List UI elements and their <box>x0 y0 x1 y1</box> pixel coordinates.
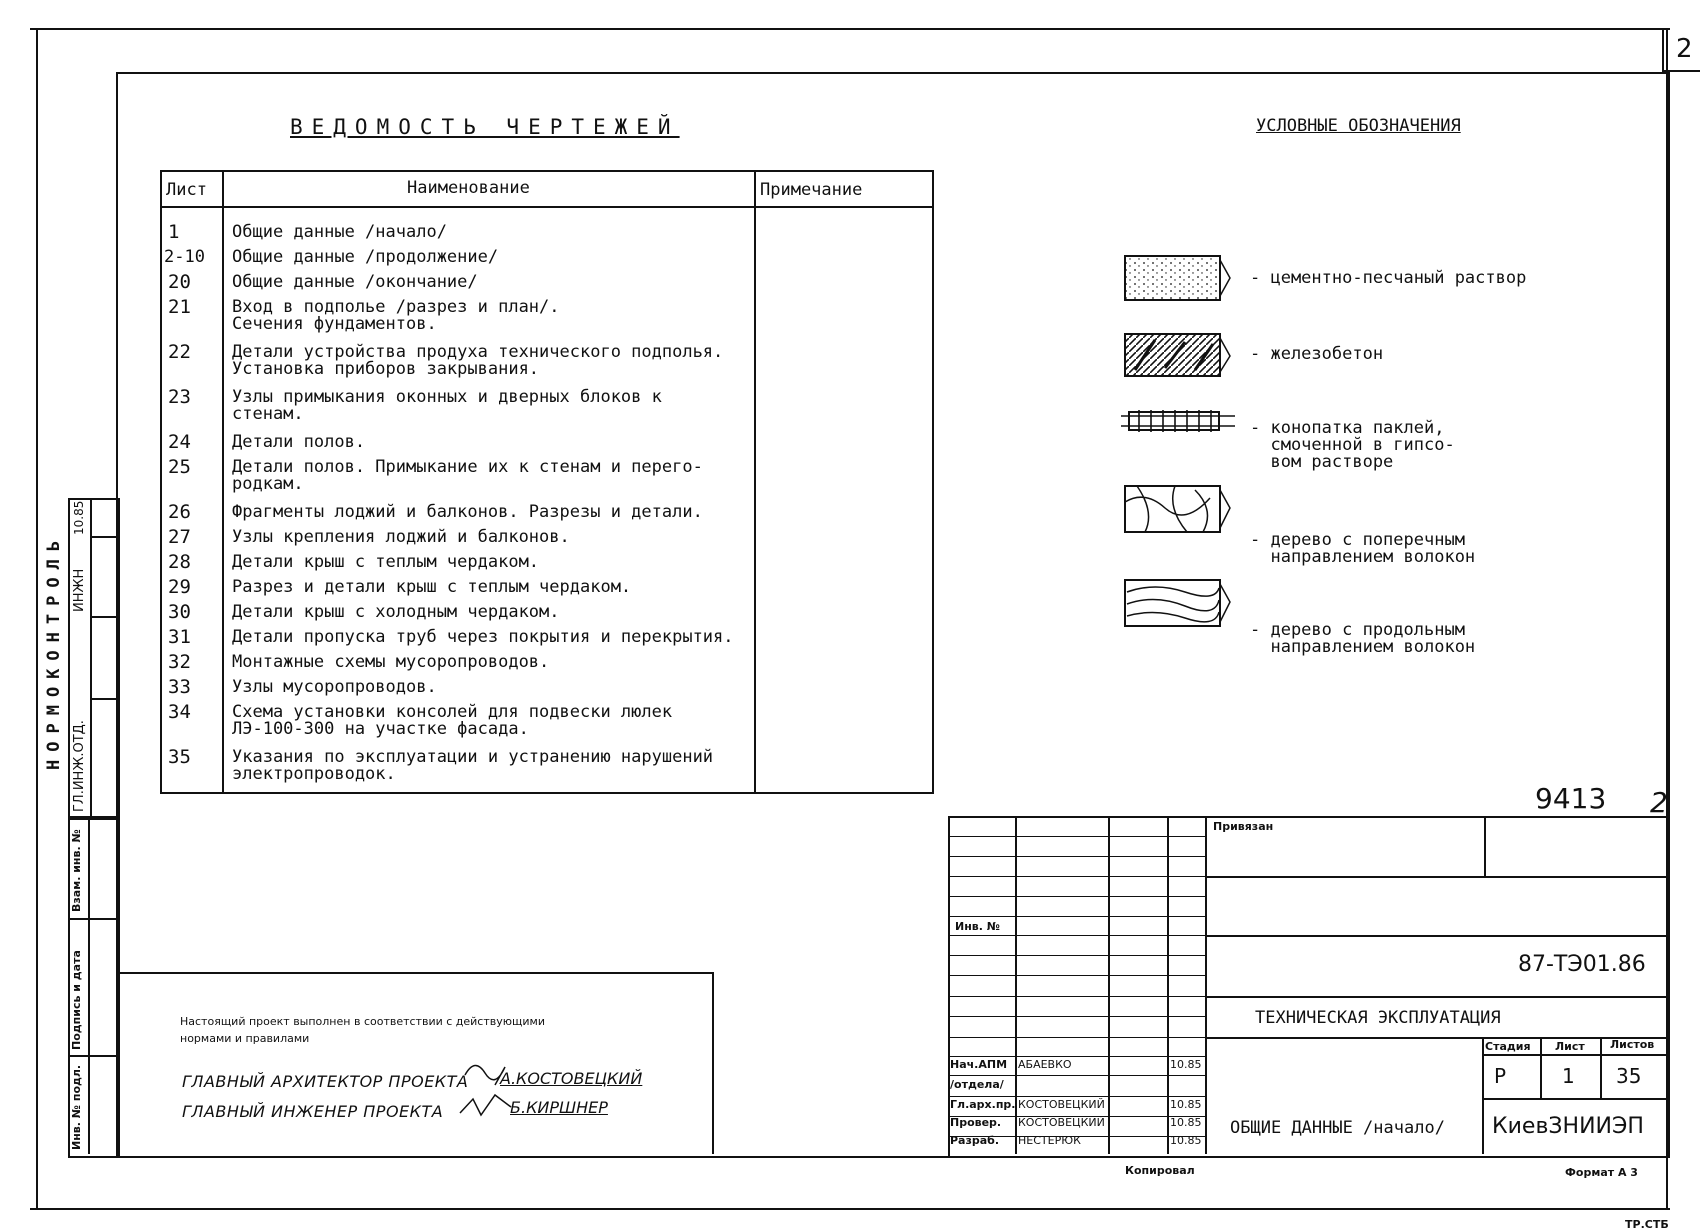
row-drawing-name: Общие данные /окончание/ <box>232 272 478 292</box>
tb-grid-row-line <box>948 856 1207 857</box>
row-sheet-number: 1 <box>168 221 180 243</box>
stamp-row-2 <box>90 616 116 618</box>
format-label: Формат А 3 <box>1565 1166 1638 1179</box>
table-header-note: Примечание <box>760 180 863 200</box>
chief-architect-label: ГЛАВНЫЙ АРХИТЕКТОР ПРОЕКТА <box>182 1072 469 1091</box>
tb-grid-row-line <box>948 1037 1207 1038</box>
row-sheet-number: 30 <box>168 601 191 623</box>
stamp-date: 10.85 <box>72 500 86 535</box>
inv-stamp-row-2 <box>68 1055 116 1057</box>
tb-name: КОСТОВЕЦКИЙ <box>1018 1098 1105 1111</box>
privyazan-label: Привязан <box>1213 820 1274 833</box>
tb-stage-header-line <box>1482 1054 1666 1056</box>
row-drawing-name: Детали крыш с холодным чердаком. <box>232 602 560 622</box>
tb-grid-row-line <box>948 876 1207 877</box>
inv-stamp-row-1 <box>68 918 116 920</box>
row-sheet-number: 25 <box>168 456 191 478</box>
sheet-value: 1 <box>1562 1064 1575 1088</box>
section-title: ТЕХНИЧЕСКАЯ ЭКСПЛУАТАЦИЯ <box>1255 1008 1501 1028</box>
tb-col-4 <box>1205 816 1207 1154</box>
organization: КиевЗНИИЭП <box>1492 1114 1644 1139</box>
compliance-block <box>116 972 714 1154</box>
tb-grid-row-line <box>948 916 1207 917</box>
compliance-text-line2: нормами и правилами <box>180 1032 310 1045</box>
legend-item <box>1120 346 1680 416</box>
tb-grid-row-line <box>948 935 1207 936</box>
left-border-line <box>36 28 38 1208</box>
row-sheet-number: 33 <box>168 676 191 698</box>
tb-grid-row-line <box>948 955 1207 956</box>
tb-grid-row-line <box>948 836 1207 837</box>
sheets-value: 35 <box>1616 1064 1642 1088</box>
row-drawing-name: Узлы примыкания оконных и дверных блоков к стенам. <box>232 387 662 424</box>
handwritten-sheet: 2 <box>1650 786 1668 819</box>
tb-col-3 <box>1167 816 1169 1154</box>
podp-data-label: Подпись и дата <box>70 950 83 1050</box>
legend-item-label: - цементно-песчаный раствор <box>1250 268 1527 288</box>
legend-item-label: - железобетон <box>1250 344 1384 364</box>
row-sheet-number: 27 <box>168 526 191 548</box>
tb-right-line-3 <box>1205 996 1666 998</box>
tb-date: 10.85 <box>1170 1098 1202 1111</box>
tb-name: АБАЕВКО <box>1018 1058 1072 1071</box>
tb-date: 10.85 <box>1170 1058 1202 1071</box>
stamp-divider-1 <box>90 498 92 816</box>
tb-col-2 <box>1108 816 1110 1154</box>
row-drawing-name: Схема установки консолей для подвески люлек ЛЭ-100-300 на участке фасада. <box>232 702 673 739</box>
tb-grid-row-line <box>948 1096 1207 1097</box>
tb-sheets-divider <box>1600 1037 1602 1100</box>
tb-name: КОСТОВЕЦКИЙ <box>1018 1116 1105 1129</box>
stamp-row-1 <box>90 536 116 538</box>
sheets-label: Листов <box>1610 1038 1655 1051</box>
signature-marks <box>455 1055 555 1125</box>
drawings-list-table <box>160 170 934 794</box>
row-drawing-name: Детали крыш с теплым чердаком. <box>232 552 540 572</box>
tb-grid-row-line <box>948 896 1207 897</box>
sheet-number-box <box>1662 30 1700 72</box>
legend-item <box>1120 270 1680 340</box>
row-drawing-name: Разрез и детали крыш с теплым чердаком. <box>232 577 632 597</box>
tb-grid-row-line <box>948 1075 1207 1076</box>
tb-role: Нач.АПМ <box>950 1058 1008 1071</box>
tb-role: /отдела/ <box>950 1078 1004 1091</box>
tb-role: Провер. <box>950 1116 1002 1129</box>
tb-grid-row-line <box>948 1056 1207 1057</box>
legend-item <box>1120 420 1680 490</box>
chief-engineer-label: ГЛАВНЫЙ ИНЖЕНЕР ПРОЕКТА <box>182 1102 444 1121</box>
row-drawing-name: Общие данные /начало/ <box>232 222 447 242</box>
sheet-label: Лист <box>1555 1040 1585 1053</box>
legend-item-label: - дерево с поперечным направлением волокон <box>1250 530 1476 567</box>
inzh-label: ИНЖН <box>72 568 87 612</box>
stage-label: Стадия <box>1485 1040 1531 1053</box>
row-drawing-name: Узлы крепления лоджий и балконов. <box>232 527 570 547</box>
row-drawing-name: Указания по эксплуатации и устранению нарушений электропроводок. <box>232 747 714 784</box>
bottom-border-line <box>30 1208 1670 1210</box>
row-drawing-name: Монтажные схемы мусоропроводов. <box>232 652 550 672</box>
legend-item <box>1120 622 1680 692</box>
row-drawing-name: Детали полов. <box>232 432 366 452</box>
row-drawing-name: Общие данные /продолжение/ <box>232 247 499 267</box>
tb-stage-bottom-line <box>1482 1098 1666 1100</box>
tb-sheet-divider <box>1540 1037 1542 1100</box>
inv-no-label: Инв. № <box>955 920 1001 933</box>
row-sheet-number: 28 <box>168 551 191 573</box>
inv-stamp-divider <box>88 816 90 1154</box>
bottom-corner-label: ТР.СТБ <box>1625 1218 1669 1231</box>
row-drawing-name: Фрагменты лоджий и балконов. Разрезы и детали. <box>232 502 703 522</box>
top-border-line <box>30 28 1670 30</box>
vzam-inv-label: Взам. инв. № <box>70 829 83 912</box>
row-sheet-number: 35 <box>168 746 191 768</box>
normokontrol-label: НОРМОКОНТРОЛЬ <box>44 532 64 770</box>
row-sheet-number: 21 <box>168 296 191 318</box>
tb-date: 10.85 <box>1170 1134 1202 1147</box>
row-sheet-number: 24 <box>168 431 191 453</box>
drawings-list-title: ВЕДОМОСТЬ ЧЕРТЕЖЕЙ <box>290 115 680 139</box>
row-sheet-number: 2-10 <box>164 247 205 267</box>
handwritten-number: 9413 <box>1535 782 1607 815</box>
row-sheet-number: 31 <box>168 626 191 648</box>
row-drawing-name: Вход в подполье /разрез и план/. Сечения фундаментов. <box>232 297 560 334</box>
legend-title: УСЛОВНЫЕ ОБОЗНАЧЕНИЯ <box>1256 116 1461 136</box>
wood-cross-grain-symbol <box>1125 486 1230 532</box>
sheet-number: 2 <box>1676 34 1693 64</box>
table-header-divider <box>162 206 932 208</box>
row-drawing-name: Детали полов. Примыкание их к стенам и перего- родкам. <box>232 457 703 494</box>
row-sheet-number: 34 <box>168 701 191 723</box>
row-sheet-number: 22 <box>168 341 191 363</box>
table-col-divider-1 <box>222 172 224 792</box>
legend-item-label: - дерево с продольным направлением волокон <box>1250 620 1476 657</box>
row-drawing-name: Детали устройства продуха технического подполья. Установка приборов закрывания. <box>232 342 724 379</box>
compliance-text-line1: Настоящий проект выполнен в соответствии с действующими <box>180 1015 545 1028</box>
tb-role: Гл.арх.пр. <box>950 1098 1016 1111</box>
row-drawing-name: Детали пропуска труб через покрытия и перекрытия. <box>232 627 734 647</box>
tb-right-line-1 <box>1205 876 1666 878</box>
chief-engineer-name: Б.КИРШНЕР <box>510 1098 608 1117</box>
row-drawing-name: Узлы мусоропроводов. <box>232 677 437 697</box>
tb-name: НЕСТЕРЮК <box>1018 1134 1081 1147</box>
legend-item-label: - конопатка паклей, смоченной в гипсо- вом растворе <box>1250 418 1455 472</box>
row-sheet-number: 29 <box>168 576 191 598</box>
tb-right-line-4 <box>1205 1037 1666 1039</box>
row-sheet-number: 20 <box>168 271 191 293</box>
row-sheet-number: 26 <box>168 501 191 523</box>
designation: 87-ТЭ01.86 <box>1518 952 1646 977</box>
chief-architect-name: А.КОСТОВЕЦКИЙ <box>500 1069 643 1088</box>
sheet-title: ОБЩИЕ ДАННЫЕ /начало/ <box>1230 1118 1445 1138</box>
gl-ing-otd-label: ГЛ.ИНЖ.ОТД. <box>72 720 87 812</box>
tb-privyazan-divider <box>1484 816 1486 878</box>
stage-value: Р <box>1494 1064 1507 1088</box>
row-sheet-number: 32 <box>168 651 191 673</box>
tb-grid-row-line <box>948 996 1207 997</box>
table-header-sheet: Лист <box>166 180 207 200</box>
table-header-name: Наименование <box>407 178 530 198</box>
copied-label: Копировал <box>1125 1164 1195 1177</box>
inv-podl-label: Инв. № подл. <box>70 1064 83 1150</box>
tb-right-line-2 <box>1205 935 1666 937</box>
tb-grid-row-line <box>948 975 1207 976</box>
row-sheet-number: 23 <box>168 386 191 408</box>
tb-grid-row-line <box>948 1016 1207 1017</box>
stamp-row-3 <box>90 698 116 700</box>
legend-item <box>1120 532 1680 602</box>
tb-date: 10.85 <box>1170 1116 1202 1129</box>
tb-role: Разраб. <box>950 1134 1000 1147</box>
